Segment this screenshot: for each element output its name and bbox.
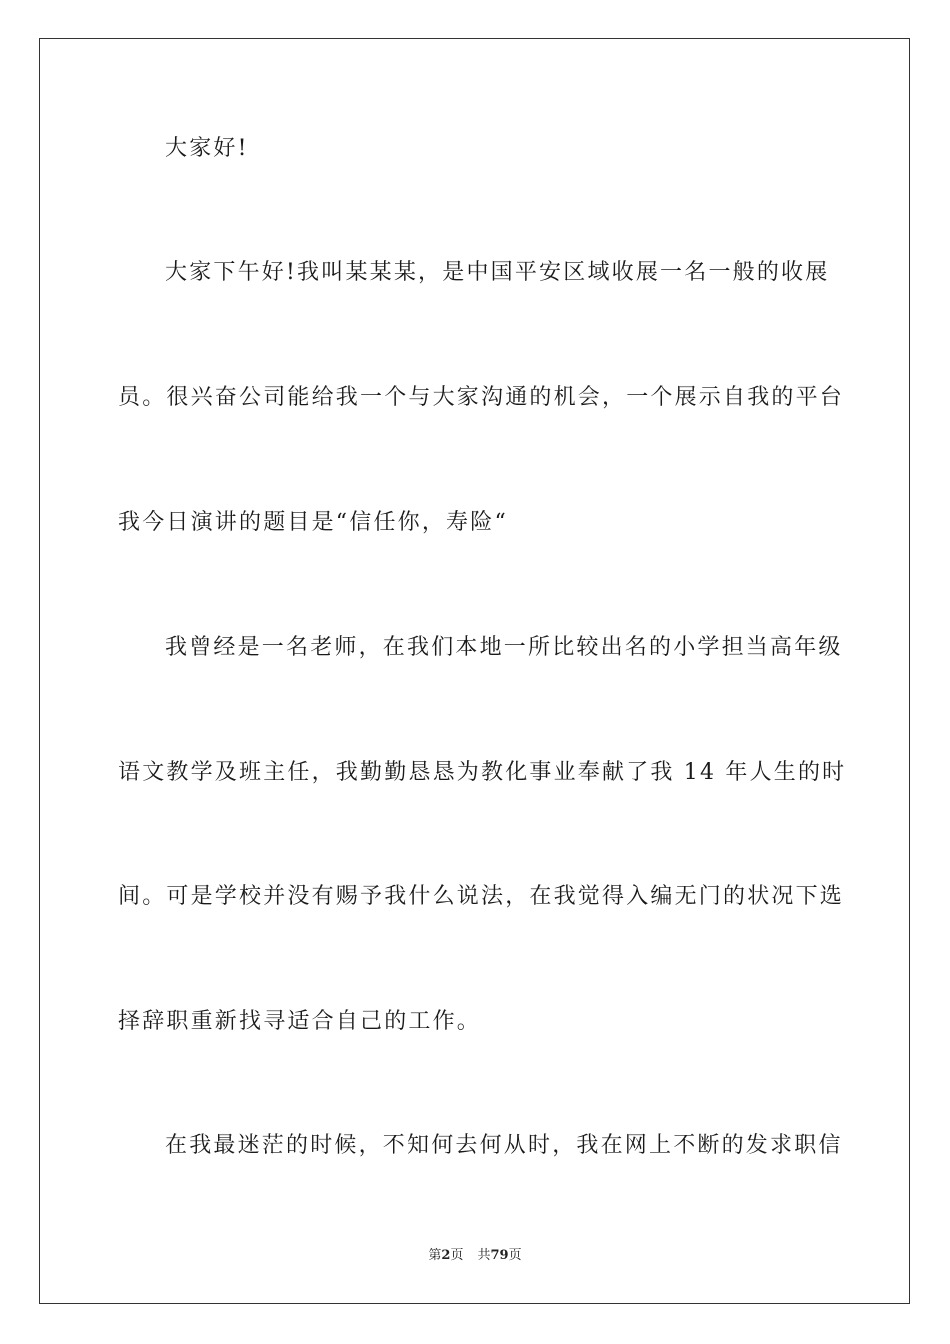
footer-total-pages: 79 bbox=[490, 1248, 509, 1263]
paragraph-line: 间。可是学校并没有赐予我什么说法，在我觉得入编无门的状况下选 bbox=[118, 884, 845, 909]
footer-page-number: 2 bbox=[441, 1248, 451, 1263]
footer-total-prefix: 共 bbox=[477, 1248, 491, 1263]
paragraph-line: 我曾经是一名老师，在我们本地一所比较出名的小学担当高年级 bbox=[165, 635, 843, 660]
footer-total-suffix: 页 bbox=[508, 1248, 522, 1263]
footer-page-prefix: 第 bbox=[428, 1248, 442, 1263]
page-footer bbox=[0, 1246, 950, 1266]
footer-page-suffix: 页 bbox=[450, 1248, 464, 1263]
greeting-line: 大家好! bbox=[165, 136, 249, 161]
paragraph-line: 大家下午好!我叫某某某，是中国平安区域收展一名一般的收展 bbox=[165, 260, 830, 285]
page-border bbox=[39, 38, 910, 1304]
paragraph-line: 择辞职重新找寻适合自己的工作。 bbox=[118, 1009, 482, 1034]
paragraph-line: 在我最迷茫的时候，不知何去何从时，我在网上不断的发求职信 bbox=[165, 1133, 843, 1158]
paragraph-line: 我今日演讲的题目是“信任你，寿险“ bbox=[118, 510, 508, 535]
paragraph-line: 员。很兴奋公司能给我一个与大家沟通的机会，一个展示自我的平台 bbox=[118, 385, 845, 410]
paragraph-line: 语文教学及班主任，我勤勤恳恳为教化事业奉献了我 14 年人生的时 bbox=[118, 760, 847, 785]
